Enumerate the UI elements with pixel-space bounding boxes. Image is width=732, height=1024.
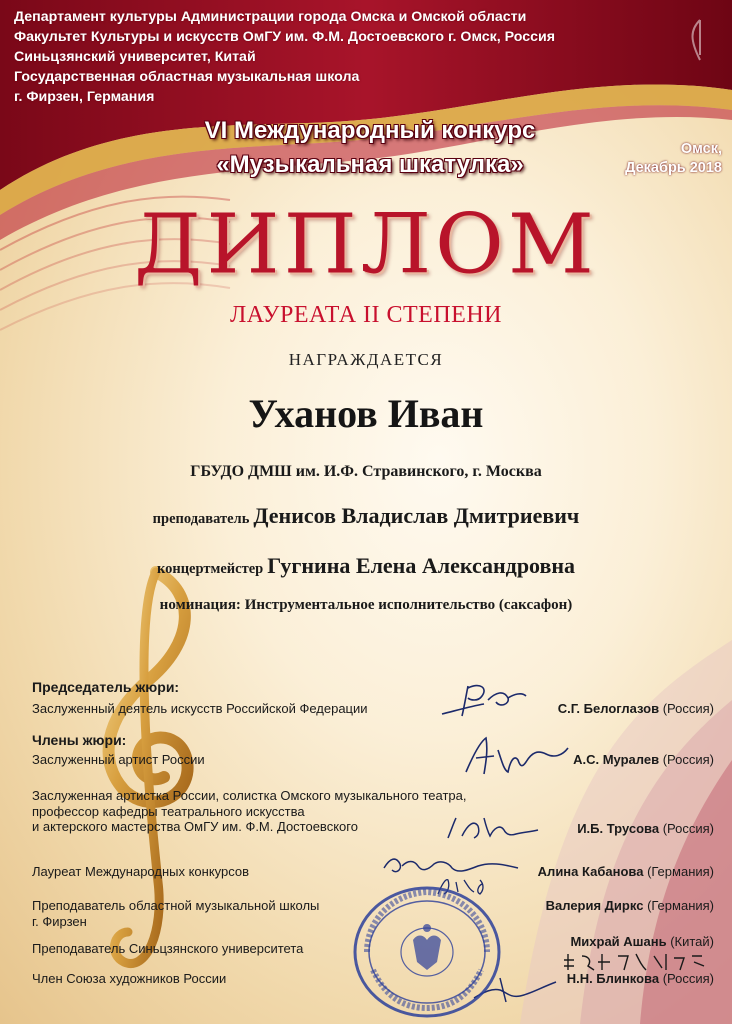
- jury-country: (Китай): [670, 934, 714, 949]
- jury-title-line: г. Фирзен: [32, 913, 87, 929]
- jury-member-name: [573, 752, 714, 767]
- teacher-name: Денисов Владислав Дмитриевич: [253, 503, 580, 528]
- jury-name-bold: И.Б. Трусова: [577, 821, 660, 836]
- jury-country: (Германия): [647, 864, 714, 879]
- awarded-label: НАГРАЖДАЕТСЯ: [288, 350, 444, 369]
- recipient-name: Уханов Иван: [248, 391, 484, 436]
- diploma-degree: ЛАУРЕАТА II СТЕПЕНИ: [230, 302, 502, 328]
- contest-title: [110, 114, 630, 182]
- organizer-line: Департамент культуры Администрации города Омска и Омской области: [14, 9, 527, 25]
- jury-country: (Россия): [662, 821, 714, 836]
- jury-country: (Германия): [647, 898, 714, 913]
- jury-country: (Россия): [662, 971, 714, 986]
- diploma-title: ДИПЛОМ: [134, 195, 598, 293]
- jury-member-name: [558, 701, 714, 716]
- jury-title: Заслуженный артист России: [32, 752, 205, 767]
- signature-trusova: [444, 808, 539, 846]
- organizers-header: [14, 7, 654, 107]
- jury-country: (Россия): [662, 752, 714, 767]
- jury-title-line: Преподаватель областной музыкальной школы: [32, 898, 320, 913]
- jury-country: (Россия): [662, 701, 714, 716]
- jury-name-bold: Валерия Диркс: [545, 898, 644, 913]
- accompanist-label: концертмейстер: [156, 561, 264, 577]
- jury-title: [32, 788, 467, 835]
- nomination-value: Инструментальное исполнительство (саксафон): [244, 597, 573, 613]
- jury-name-bold: Алина Кабанова: [537, 864, 644, 879]
- jury-member-name: [570, 934, 714, 949]
- teacher-label: преподаватель: [152, 511, 250, 527]
- organizer-line: Государственная областная музыкальная школа: [14, 69, 360, 85]
- jury-title: Преподаватель Синьцзянского университета: [32, 941, 304, 956]
- place-city: Омск,: [680, 141, 722, 157]
- organizer-line: Синьцзянский университет, Китай: [14, 49, 256, 65]
- jury-title-line: и актерского мастерства ОмГУ им. Ф.М. Достоевского: [32, 819, 358, 834]
- organizer-line: г. Фирзен, Германия: [14, 89, 155, 105]
- jury-title-line: Заслуженная артистка России, солистка Омского музыкального театра,: [32, 788, 467, 803]
- accompanist-line: [0, 553, 732, 579]
- jury-members-heading: Члены жюри:: [32, 732, 127, 748]
- organizer-line: Факультет Культуры и искусств ОмГУ им. Ф.М. Достоевского г. Омск, Россия: [14, 29, 556, 45]
- jury-title: Лауреат Международных конкурсов: [32, 864, 250, 879]
- signature-muralev: [462, 732, 572, 780]
- teacher-line: [0, 503, 732, 529]
- jury-title: Заслуженный деятель искусств Российской Федерации: [32, 701, 368, 716]
- place-date: [582, 140, 722, 178]
- jury-title: [32, 898, 319, 929]
- signature-beloglazov: [438, 680, 528, 720]
- jury-name-bold: Михрай Ашань: [570, 934, 667, 949]
- contest-title-line1: VI Международный конкурс: [204, 117, 536, 144]
- place-date-text: Декабрь 2018: [625, 160, 722, 176]
- contest-title-line2: «Музыкальная шкатулка»: [216, 151, 524, 178]
- official-stamp-icon: [347, 880, 507, 1020]
- accompanist-name: Гугнина Елена Александровна: [267, 553, 576, 578]
- jury-chair-heading: Председатель жюри:: [32, 679, 180, 695]
- jury-member-name: [538, 864, 714, 879]
- jury-title: Член Союза художников России: [32, 971, 227, 986]
- jury-name-bold: С.Г. Белоглазов: [557, 701, 660, 716]
- jury-name-bold: Н.Н. Блинкова: [566, 971, 660, 986]
- recipient-school: ГБУДО ДМШ им. И.Ф. Стравинского, г. Москва: [190, 463, 542, 480]
- nomination-line: [0, 597, 732, 614]
- jury-member-name: [577, 821, 714, 836]
- signature-ashan: [562, 950, 712, 974]
- jury-name-bold: А.С. Муралев: [573, 752, 660, 767]
- nomination-label: номинация:: [159, 597, 241, 613]
- jury-member-name: [546, 898, 714, 913]
- jury-title-line: профессор кафедры театрального искусства: [32, 803, 305, 819]
